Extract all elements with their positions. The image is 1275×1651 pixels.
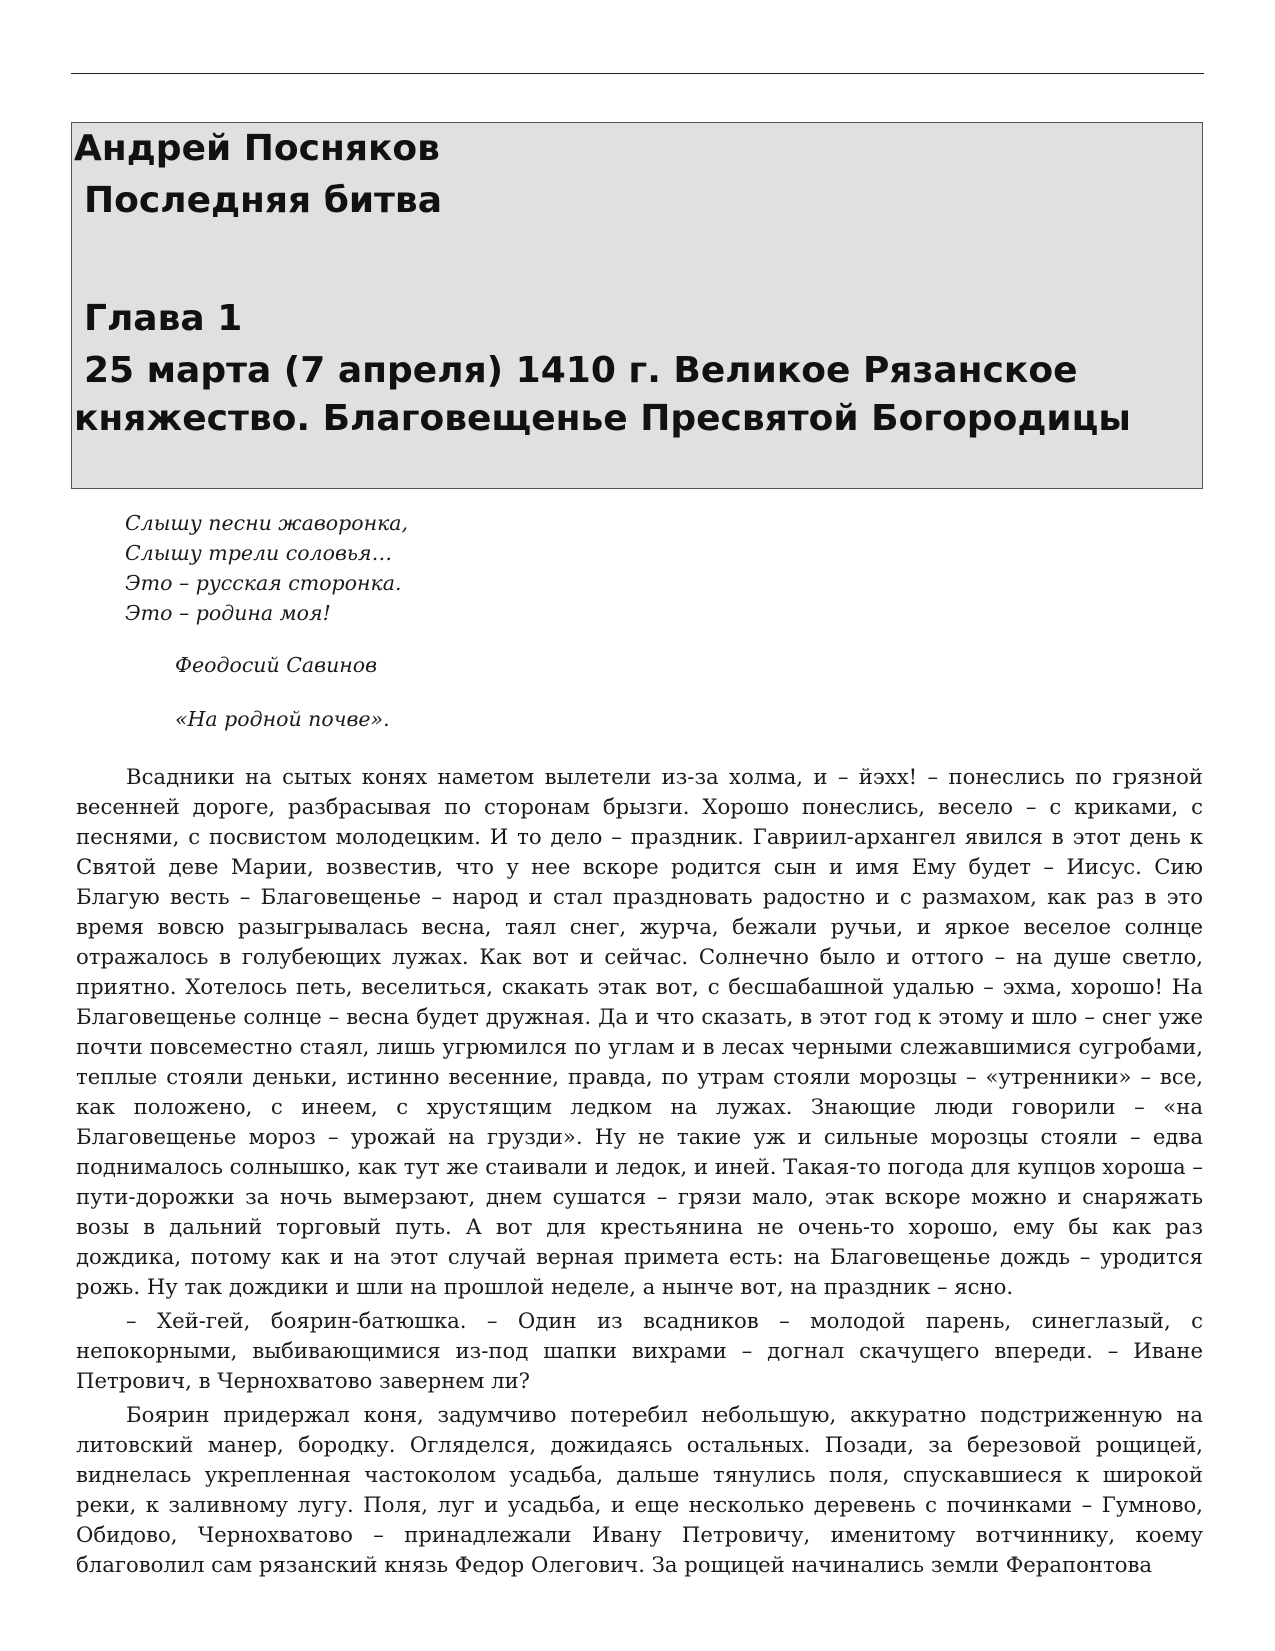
paragraph: – Хей-гей, боярин-батюшка. – Один из всадников – молодой парень, синеглазый, с непокорными, выбивающимися из-под шапки вихрами – догнал скачущего впереди. – Иване Петрович, в Чернохватово завернем ли? [76,1308,1203,1393]
chapter-subtitle-line1: 25 марта (7 апреля) 1410 г. Великое Рязанское [84,350,1078,391]
epigraph-line: Это – родина моя! [125,601,331,625]
book-title: Последняя битва [84,180,442,221]
body-text [76,762,1203,1580]
title-box [71,122,1203,489]
paragraph: Всадники на сытых конях наметом вылетели из-за холма, и – йэхх! – понеслись по грязной весенней дороге, разбрасывая по сторонам брызги. Хорошо понеслись, весело – с криками, с песнями, с посвистом молодецким. И то дело – праздник. Гавриил-архангел явился в этот день к Святой деве Марии, возвестив, что у нее вскоре родится сын и имя Ему будет – Иисус. Сию Благую весть – Благовещенье – народ и стал праздновать радостно и с размахом, как раз в это время вовсю разыгрывалась весна, таял снег, журча, бежали ручьи, и яркое веселое солнце отражалось в голубеющих лужах. Как вот и сейчас. Солнечно было и оттого – на душе светло, приятно. Хотелось петь, веселиться, скакать этак вот, с бесшабашной удалью – эхма, хорошо! На Благовещенье солнце – весна будет дружная. Да и что сказать, в этот год к этому и шло – снег уже почти повсеместно стаял, лишь угрюмился по углам и в лесах черными слежавшимися сугробами, теплые стояли деньки, истинно весенние, правда, по утрам стояли морозцы – «утренники» – все, как положено, с инеем, с хрустящим ледком на лужах. Знающие люди говорили – «на Благовещенье мороз – урожай на грузди». Ну не такие уж и сильные морозцы стояли – едва поднималось солнышко, как тут же стаивали и ледок, и иней. Такая-то погода для купцов хороша – пути-дорожки за ночь вымерзают, днем сушатся – грязи мало, этак вскоре можно и снаряжать возы в дальний торговый путь. А вот для крестьянина не очень-то хорошо, ему бы как раз дождика, потому как и на этот случай верная примета есть: на Благовещенье дождь – уродится рожь. Ну так дождики и шли на прошлой неделе, а нынче вот, на праздник – ясно. [76,764,1203,1299]
epigraph-author: Феодосий Савинов [175,653,378,677]
chapter-subtitle-line2: княжество. Благовещенье Пресвятой Богородицы [74,398,1131,439]
epigraph [125,508,408,628]
author-name: Андрей Посняков [74,128,440,169]
epigraph-source: «На родной почве». [175,707,390,731]
top-rule [71,73,1204,74]
chapter-title: Глава 1 [84,298,243,339]
epigraph-line: Слышу песни жаворонка, [125,511,409,535]
paragraph: Боярин придержал коня, задумчиво потеребил небольшую, аккуратно подстриженную на литовский манер, бородку. Огляделся, дожидаясь остальных. Позади, за березовой рощицей, виднелась укрепленная частоколом усадьба, дальше тянулись поля, спускавшиеся к широкой реки, к заливному лугу. Поля, луг и усадьба, и еще несколько деревень с починками – Гумново, Обидово, Чернохватово – принадлежали Ивану Петровичу, именитому вотчиннику, коему благоволил сам рязанский князь Федор Олегович. За рощицей начинались земли Ферапонтова [76,1402,1203,1577]
epigraph-line: Слышу трели соловья… [125,541,393,565]
epigraph-line: Это – русская сторонка. [125,571,402,595]
